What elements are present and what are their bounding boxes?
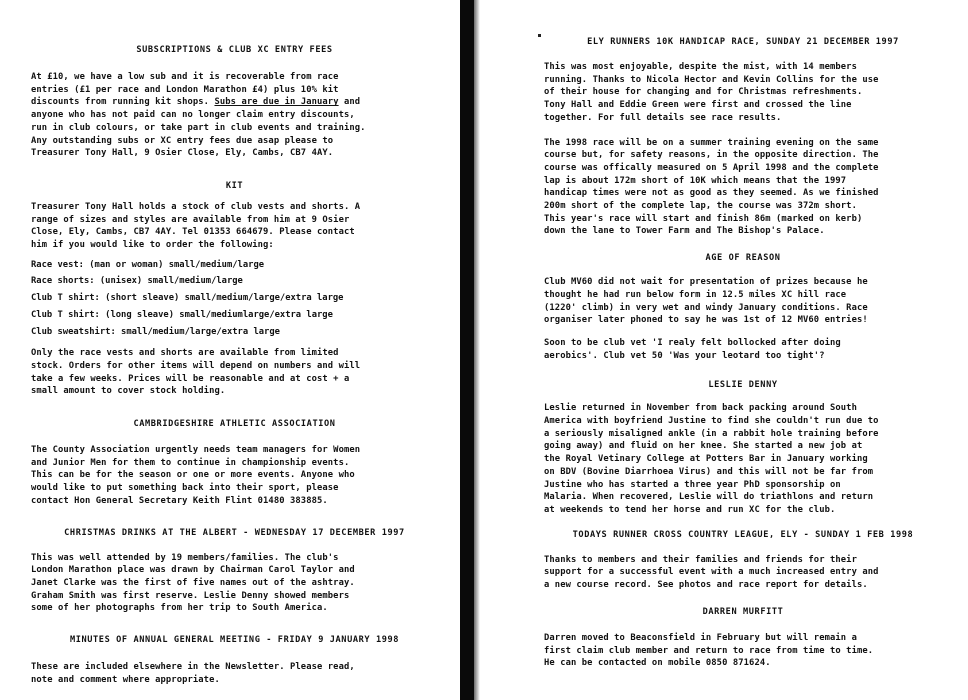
leslie-paragraph: Leslie returned in November from back packing around South America with boyfriend Justine to find she couldn't run due to a seriously misaligned ankle (in a rabbit hole training before going away) and fluid on her knee. She started a new job at the Royal Vetinary College at Potters Bar in January working on BDV (Bovine Diarrhoea Virus) and this will not be far from Justine who has started a three year PhD sponsorship on Malaria. When recovered, Leslie will do triathlons and return at weekends to tend her horse and run XC for the club. xyxy=(544,403,879,515)
leslie-heading: LESLIE DENNY xyxy=(708,380,778,391)
drinks-heading: CHRISTMAS DRINKS AT THE ALBERT - WEDNESDAY 17 DECEMBER 1997 xyxy=(64,527,405,538)
kit-note: Only the race vests and shorts are available from limited stock. Orders for other items will depend on numbers and will take a few weeks. Prices will be reasonable and at cost + a small amount to cover stock holding. xyxy=(31,348,361,397)
caa-paragraph: The County Association urgently needs team managers for Women and Junior Men for them to continue in championship events. This can be for the season or one or more events. Anyone who would like to put something back into their sport, please contact Hon General Secretary Keith Flint 01480 383885. xyxy=(31,445,361,506)
age-paragraph-1: Club MV60 did not wait for presentation of prizes because he thought he had run below form in 12.5 miles XC hill race (1220' climb) in very wet and windy January conditions. Race organiser later phoned to say he was 1st of 12 MV60 entries! xyxy=(544,277,868,326)
page-gutter xyxy=(460,0,474,700)
kit-intro: Treasurer Tony Hall holds a stock of club vests and shorts. A range of sizes and styles are available from him at 9 Osier Close, Ely, Cambs, CB7 4AY. Tel 01353 664679. Please contact him if you would like to order the following: xyxy=(31,201,361,251)
subs-heading: SUBSCRIPTIONS & CLUB XC ENTRY FEES xyxy=(136,45,333,55)
darren-paragraph: Darren moved to Beaconsfield in February but will remain a first claim club member and return to race from time to time. He can be contacted on mobile 0850 871624. xyxy=(544,632,874,669)
subs-paragraph xyxy=(31,71,438,160)
kit-item: Race vest: (man or woman) small/medium/large xyxy=(31,259,265,270)
age-heading: AGE OF REASON xyxy=(705,253,781,264)
subs-text-start: At £10, we have a low sub and it is recoverable from race entries (£1 per race and London Marathon £4) plus 10% kit discounts from running kit shops. xyxy=(31,72,339,108)
kit-list xyxy=(31,259,438,339)
handicap-paragraph-2: The 1998 race will be on a summer training evening on the same course but, for safety reasons, in the opposite direction. The course was offically measured on 5 April 1998 and the complete lap is about 172m short of 10K which means that the 1997 handicap times were not as good as they seemed. As we finished 200m short of the complete lap, the course was 372m short. This year's race will start and finish 86m (marked on kerb) down the lane to Tower Farm and The Bishop's Palace. xyxy=(544,137,879,237)
left-page xyxy=(0,0,456,700)
darren-heading: DARREN MURFITT xyxy=(702,606,784,617)
subs-text-end: and anyone who has not paid can no longer claim entry discounts, run in club colours, or take part in club events and training. Any outstanding subs or XC entry fees due asap please to Treasurer Tony Hall, 9 Osier Close, Ely, Cambs, CB7 4AY. xyxy=(31,97,366,159)
kit-item: Club T shirt: (long sleave) small/mediumlarge/extra large xyxy=(31,309,333,320)
handicap-paragraph-1: This was most enjoyable, despite the mist, with 14 members running. Thanks to Nicola Hector and Kevin Collins for the use of their house for changing and for Christmas refreshments. Tony Hall and Eddie Green were first and crossed the line together. For full details see race results. xyxy=(544,62,879,123)
league-paragraph: Thanks to members and their families and friends for their support for a successful event with a much increased entry and a new course record. See photos and race report for details. xyxy=(544,554,879,591)
league-heading: TODAYS RUNNER CROSS COUNTRY LEAGUE, ELY - SUNDAY 1 FEB 1998 xyxy=(572,529,914,540)
kit-item: Club T shirt: (short sleave) small/medium/large/extra large xyxy=(31,293,344,304)
handicap-heading: ELY RUNNERS 10K HANDICAP RACE, SUNDAY 21 DECEMBER 1997 xyxy=(587,37,899,47)
caa-heading: CAMBRIDGESHIRE ATHLETIC ASSOCIATION xyxy=(133,419,336,430)
kit-item: Club sweatshirt: small/medium/large/extra large xyxy=(31,326,280,337)
kit-heading: KIT xyxy=(225,180,244,191)
age-paragraph-2: Soon to be club vet 'I realy felt bollocked after doing aerobics'. Club vet 50 'Was your leotard too tight'? xyxy=(544,337,841,361)
subs-due-underlined: Subs are due in January xyxy=(214,97,339,108)
kit-item: Race shorts: (unisex) small/medium/large xyxy=(31,276,243,287)
right-page xyxy=(476,0,968,700)
agm-heading: MINUTES OF ANNUAL GENERAL MEETING - FRIDAY 9 JANUARY 1998 xyxy=(69,635,400,646)
agm-paragraph: These are included elsewhere in the Newsletter. Please read, note and comment where appropriate. xyxy=(31,662,355,685)
drinks-paragraph: This was well attended by 19 members/families. The club's London Marathon place was drawn by Chairman Carol Taylor and Janet Clarke was the first of five names out of the ashtray. Graham Smith was first reserve. Leslie Denny showed members some of her photographs from her trip to South America. xyxy=(31,552,355,614)
